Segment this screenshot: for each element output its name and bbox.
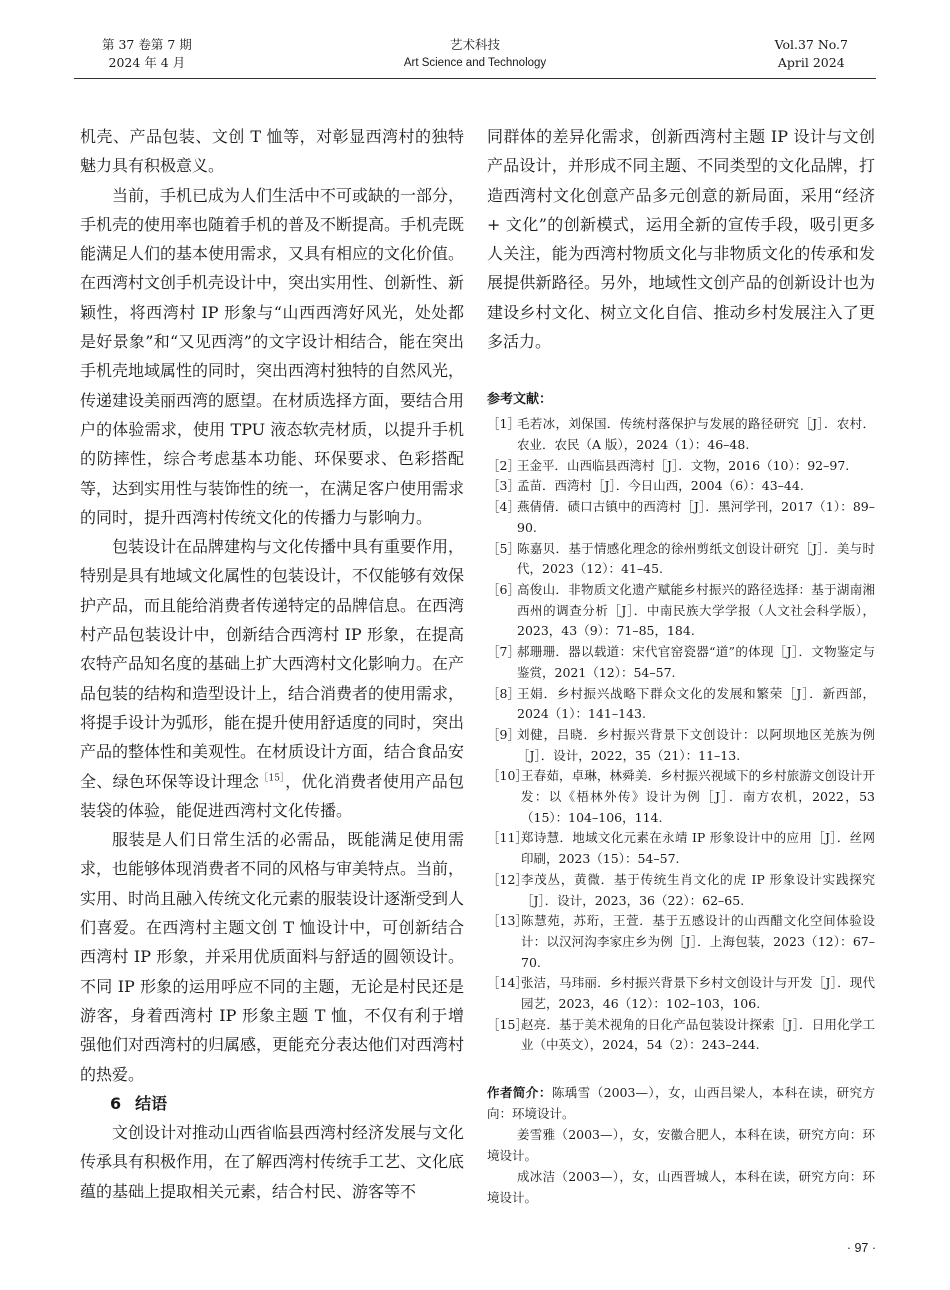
reference-item bbox=[487, 725, 875, 766]
reference-item bbox=[487, 414, 875, 455]
reference-text: 张洁，马玮丽．乡村振兴背景下乡村文创设计与开发［J］．现代园艺，2023，46（12）：102–103，106. bbox=[521, 975, 875, 1012]
header-date: 2024 年 4 月 bbox=[108, 55, 186, 70]
header-volume: 第 37 卷第 7 期 bbox=[102, 37, 192, 52]
reference-text: 毛若冰，刘保国．传统村落保护与发展的路径研究［J］．农村．农业．农民（A 版），2024（1）：46–48. bbox=[517, 416, 875, 453]
page-number: · 97 · bbox=[846, 1241, 876, 1255]
reference-item bbox=[487, 539, 875, 580]
reference-text: 李茂丛，黄微．基于传统生肖文化的虎 IP 形象设计实践探究［J］．设计，2023，36（22）：62–65. bbox=[521, 871, 875, 908]
reference-item bbox=[487, 476, 875, 497]
reference-text: 王金平．山西临县西湾村［J］．文物，2016（10）：92–97. bbox=[517, 457, 850, 473]
reference-item bbox=[487, 642, 875, 683]
reference-number: ［8］ bbox=[487, 685, 520, 701]
body-paragraph: 服装是人们日常生活的必需品，既能满足使用需求，也能够体现消费者不同的风格与审美特点。当前，实用、时尚且融入传统文化元素的服装设计逐渐受到人们喜爱。在西湾村主题文创 T 恤设计中，可创新结合西湾村 IP 形象，并采用优质面料与舒适的圆领设计。不同 IP 形象的运用呼应不同的主题，无论是村民还是游客，身着西湾村 IP 形象主题 T 恤，不仅有利于增强他们对西湾村的归属感，更能充分表达他们对西湾村的热爱。 bbox=[80, 830, 465, 1084]
reference-number: ［12］ bbox=[487, 871, 528, 887]
reference-item bbox=[487, 766, 875, 828]
reference-item bbox=[487, 870, 875, 911]
section-number: 6 bbox=[110, 1093, 122, 1113]
header-volume-info-en bbox=[775, 36, 848, 72]
right-column bbox=[487, 122, 875, 1208]
reference-text: 孟苗．西湾村［J］．今日山西，2004（6）：43–44. bbox=[517, 478, 804, 494]
reference-text: 王春茹，卓琳，林舜美．乡村振兴视域下的乡村旅游文创设计开发：以《梧林外传》设计为例［J］．南方农机，2022，53（15）：104–106，114. bbox=[521, 768, 875, 825]
references-heading: 参考文献： bbox=[487, 392, 553, 408]
reference-text: 陈嘉贝．基于情感化理念的徐州剪纸文创设计研究［J］．美与时代，2023（12）：41–45. bbox=[517, 540, 875, 577]
header-date-en: April 2024 bbox=[777, 55, 845, 70]
reference-number: ［11］ bbox=[487, 830, 528, 846]
reference-number: ［2］ bbox=[487, 457, 520, 473]
reference-number: ［10］ bbox=[487, 768, 528, 784]
section-heading bbox=[110, 1089, 464, 1118]
section-title: 结语 bbox=[135, 1093, 168, 1113]
reference-number: ［3］ bbox=[487, 478, 520, 494]
references-list bbox=[487, 414, 875, 1056]
body-paragraph: 同群体的差异化需求，创新西湾村主题 IP 设计与文创产品设计，并形成不同主题、不同类型的文化品牌，打造西湾村文化创意产品多元创意的新局面，采用“经济 + 文化”的创新模式，运用全新的宣传手段，吸引更多人关注，能为西湾村物质文化与非物质文化的传承和发展提供新路径。另外，地域性文创产品的创新设计也为建设乡村文化、树立文化自信、推动乡村发展注入了更多活力。 bbox=[487, 127, 875, 352]
reference-item bbox=[487, 973, 875, 1014]
reference-number: ［6］ bbox=[487, 582, 520, 597]
body-paragraph bbox=[80, 532, 464, 825]
reference-item bbox=[487, 580, 875, 642]
journal-title-en: Art Science and Technology bbox=[403, 57, 547, 69]
reference-item bbox=[487, 497, 875, 538]
reference-text: 赵亮．基于美术视角的日化产品包装设计探索［J］．日用化学工业（中英文），2024，54（2）：243–244. bbox=[521, 1016, 875, 1053]
author-text: 陈瑀雪（2003—），女，山西吕梁人，本科在读，研究方向：环境设计。 bbox=[487, 1085, 875, 1122]
reference-text: 高俊山．非物质文化遗产赋能乡村振兴的路径选择：基于湖南湘西州的调查分析［J］．中南民族大学学报（人文社会科学版），2023，43（9）：71–85，184. bbox=[517, 582, 875, 639]
header-volume-en: Vol.37 No.7 bbox=[774, 37, 848, 52]
reference-item bbox=[487, 684, 875, 725]
reference-number: ［15］ bbox=[487, 1016, 528, 1032]
reference-item bbox=[487, 828, 875, 869]
reference-text: 燕倩倩．碛口古镇中的西湾村［J］．黑河学刊，2017（1）：89–90. bbox=[517, 499, 875, 535]
author-label: 作者简介： bbox=[487, 1085, 552, 1101]
left-column bbox=[80, 122, 464, 1206]
author-entry: 姜雪雅（2003—），女，安徽合肥人，本科在读，研究方向：环境设计。 bbox=[487, 1127, 875, 1164]
page-header bbox=[74, 36, 876, 79]
citation-marker: ［15］ bbox=[259, 773, 286, 784]
paragraph-text: 包装设计在品牌建构与文化传播中具有重要作用，特别是具有地域文化属性的包装设计，不仅能够有效保护产品，而且能给消费者传递特定的品牌信息。在西湾村产品包装设计中，创新结合西湾村 IP 形象，在提高农特产品知名度的基础上扩大西湾村文化影响力。在产品包装的结构和造型设计上，结合消费者的使用需求，将提手设计为弧形，能在提升使用舒适度的同时，突出产品的整体性和美观性。在材质设计方面，结合食品安全、绿色环保等设计理念 bbox=[80, 537, 465, 791]
reference-text: 王娟．乡村振兴战略下群众文化的发展和繁荣［J］．新西部，2024（1）：141–143. bbox=[517, 685, 875, 722]
reference-number: ［13］ bbox=[487, 913, 528, 929]
reference-text: 陈慧苑，苏珩，王萱．基于五感设计的山西醋文化空间体验设计：以汉河沟李家庄乡为例［J］．上海包装，2023（12）：67–70. bbox=[521, 913, 875, 970]
author-entry: 成冰洁（2003—），女，山西晋城人，本科在读，研究方向：环境设计。 bbox=[487, 1169, 875, 1206]
reference-number: ［14］ bbox=[487, 975, 528, 991]
body-paragraph: 当前，手机已成为人们生活中不可或缺的一部分，手机壳的使用率也随着手机的普及不断提高。手机壳既能满足人们的基本使用需求，又具有相应的文化价值。在西湾村文创手机壳设计中，突出实用性、创新性、新颖性，将西湾村 IP 形象与“山西西湾好风光，处处都是好景象”和“又见西湾”的文字设计相结合，能在突出手机壳地域属性的同时，突出西湾村独特的自然风光，传递建设美丽西湾的愿望。在材质选择方面，要结合用户的体验需求，使用 TPU 液态软壳材质，以提升手机的防摔性，综合考虑基本功能、环保要求、色彩搭配等，达到实用性与装饰性的统一，在满足客户使用需求的同时，提升西湾村传统文化的传播力与影响力。 bbox=[80, 185, 465, 527]
header-journal-title bbox=[74, 36, 876, 72]
reference-number: ［9］ bbox=[487, 726, 520, 742]
author-entry bbox=[487, 1082, 875, 1124]
reference-text: 郝珊珊．器以载道：宋代官窑瓷器“道”的体现［J］．文物鉴定与鉴赏，2021（12）：54–57. bbox=[517, 644, 875, 680]
reference-number: ［7］ bbox=[487, 644, 520, 660]
body-paragraph: 机壳、产品包装、文创 T 恤等，对彰显西湾村的独特魅力具有积极意义。 bbox=[80, 127, 464, 176]
paragraph-text: ，优化消费者使用产品包装袋的体验，能促进西湾村文化传播。 bbox=[80, 771, 464, 820]
reference-text: 郑诗慧．地域文化元素在永靖 IP 形象设计中的应用［J］．丝网印刷，2023（15）：54–57. bbox=[521, 830, 875, 867]
reference-number: ［5］ bbox=[487, 540, 520, 556]
reference-number: ［4］ bbox=[487, 499, 520, 515]
reference-item bbox=[487, 911, 875, 973]
reference-item bbox=[487, 1015, 875, 1056]
body-paragraph: 文创设计对推动山西省临县西湾村经济发展与文化传承具有积极作用，在了解西湾村传统手工艺、文化底蕴的基础上提取相关元素，结合村民、游客等不 bbox=[80, 1123, 465, 1201]
journal-title-cn: 艺术科技 bbox=[449, 37, 500, 52]
reference-number: ［1］ bbox=[487, 416, 520, 432]
reference-text: 刘健，吕晓．乡村振兴背景下文创设计：以阿坝地区羌族为例［J］．设计，2022，35（21）：11–13. bbox=[517, 726, 875, 763]
reference-item bbox=[487, 456, 875, 477]
author-info bbox=[487, 1082, 875, 1208]
